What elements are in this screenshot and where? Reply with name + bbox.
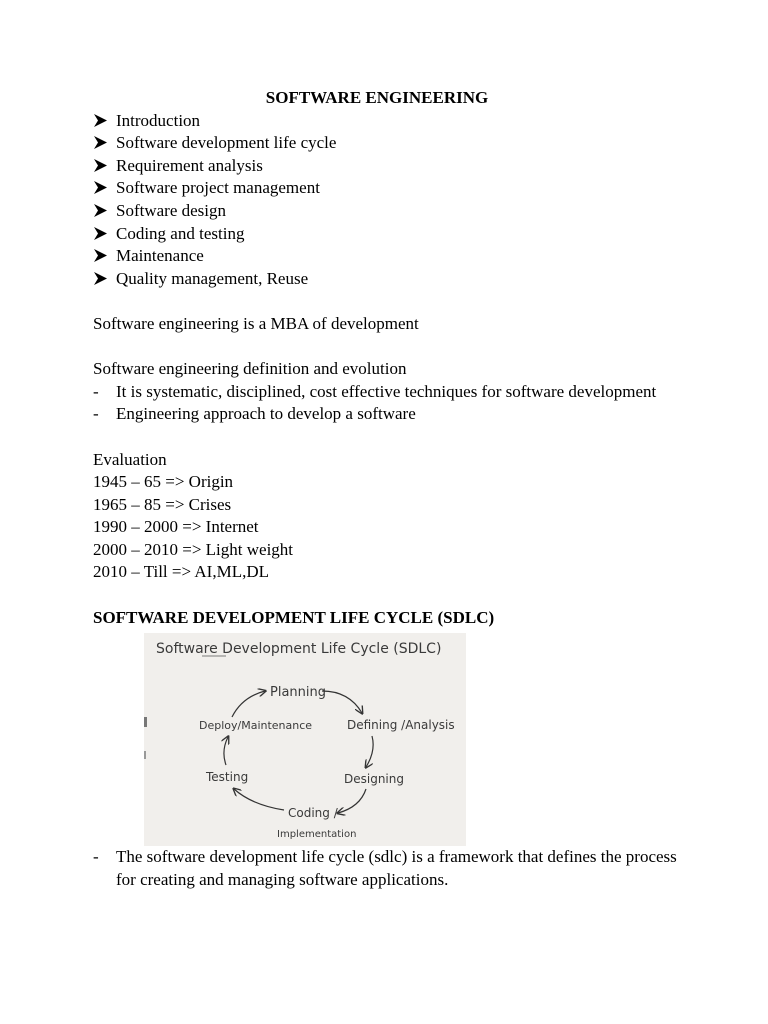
arrow-defining-to-designing [366, 736, 373, 767]
arrow-planning-to-defining [322, 691, 362, 713]
evaluation-line: 1945 – 65 => Origin [93, 472, 234, 492]
evaluation-line: 1990 – 2000 => Internet [93, 517, 259, 537]
dash-bullet: - [93, 381, 99, 401]
topic-item: Introduction [93, 110, 683, 133]
arrowhead-bullet-icon [94, 249, 107, 262]
topic-item: Software project management [93, 177, 683, 200]
dash-bullet: - [93, 847, 99, 867]
stage-defining: Defining /Analysis [347, 718, 455, 733]
arrowhead-bullet-icon [94, 204, 107, 217]
topic-item: Requirement analysis [93, 155, 683, 178]
sdlc-point: - The software development life cycle (sdlc) is a framework that defines the process for creating and managing software applications. [93, 847, 677, 889]
arrowhead-bullet-icon [94, 181, 107, 194]
document-title: SOFTWARE ENGINEERING [265, 88, 489, 107]
topic-list [93, 110, 683, 291]
scan-edge-mark [144, 751, 146, 759]
arrowhead-bullet-icon [94, 114, 107, 127]
sdlc-diagram-image [144, 633, 466, 846]
stage-coding: Coding / [288, 806, 338, 821]
definition-point: - Engineering approach to develop a software [93, 403, 683, 426]
mba-statement: Software engineering is a MBA of development [93, 313, 419, 333]
definition-point: - It is systematic, disciplined, cost effective techniques for software development [93, 381, 683, 404]
evaluation-line: 2010 – Till => AI,ML,DL [93, 562, 269, 582]
stage-testing: Testing [206, 770, 249, 785]
definition-heading: Software engineering definition and evolution [93, 359, 407, 379]
dash-bullet: - [93, 404, 99, 424]
scan-edge-mark [144, 717, 147, 727]
evaluation-line: 2000 – 2010 => Light weight [93, 539, 294, 559]
topic-item: Maintenance [93, 245, 683, 268]
evaluation-line: 1965 – 85 => Crises [93, 494, 232, 514]
arrowhead-bullet-icon [94, 272, 107, 285]
stage-implementation: Implementation [277, 829, 357, 841]
topic-item: Software design [93, 200, 683, 223]
arrowhead-bullet-icon [94, 227, 107, 240]
stage-designing: Designing [344, 772, 404, 787]
stage-deploy: Deploy/Maintenance [199, 719, 313, 733]
arrowhead-bullet-icon [94, 159, 107, 172]
sdlc-heading: SOFTWARE DEVELOPMENT LIFE CYCLE (SDLC) [93, 607, 495, 627]
sdlc-cycle-diagram [144, 633, 466, 846]
diagram-title: Software Development Life Cycle (SDLC) [156, 641, 442, 658]
stage-planning: Planning [270, 685, 326, 701]
topic-item: Software development life cycle [93, 132, 683, 155]
arrow-testing-to-deploy [224, 737, 228, 765]
arrow-deploy-to-planning [232, 691, 265, 717]
arrow-designing-to-coding [338, 789, 366, 813]
topic-item: Coding and testing [93, 223, 683, 246]
document-page [93, 87, 683, 891]
topic-item: Quality management, Reuse [93, 268, 683, 291]
arrowhead-bullet-icon [94, 136, 107, 149]
arrow-coding-to-testing [234, 789, 284, 810]
evaluation-heading: Evaluation [93, 449, 167, 469]
